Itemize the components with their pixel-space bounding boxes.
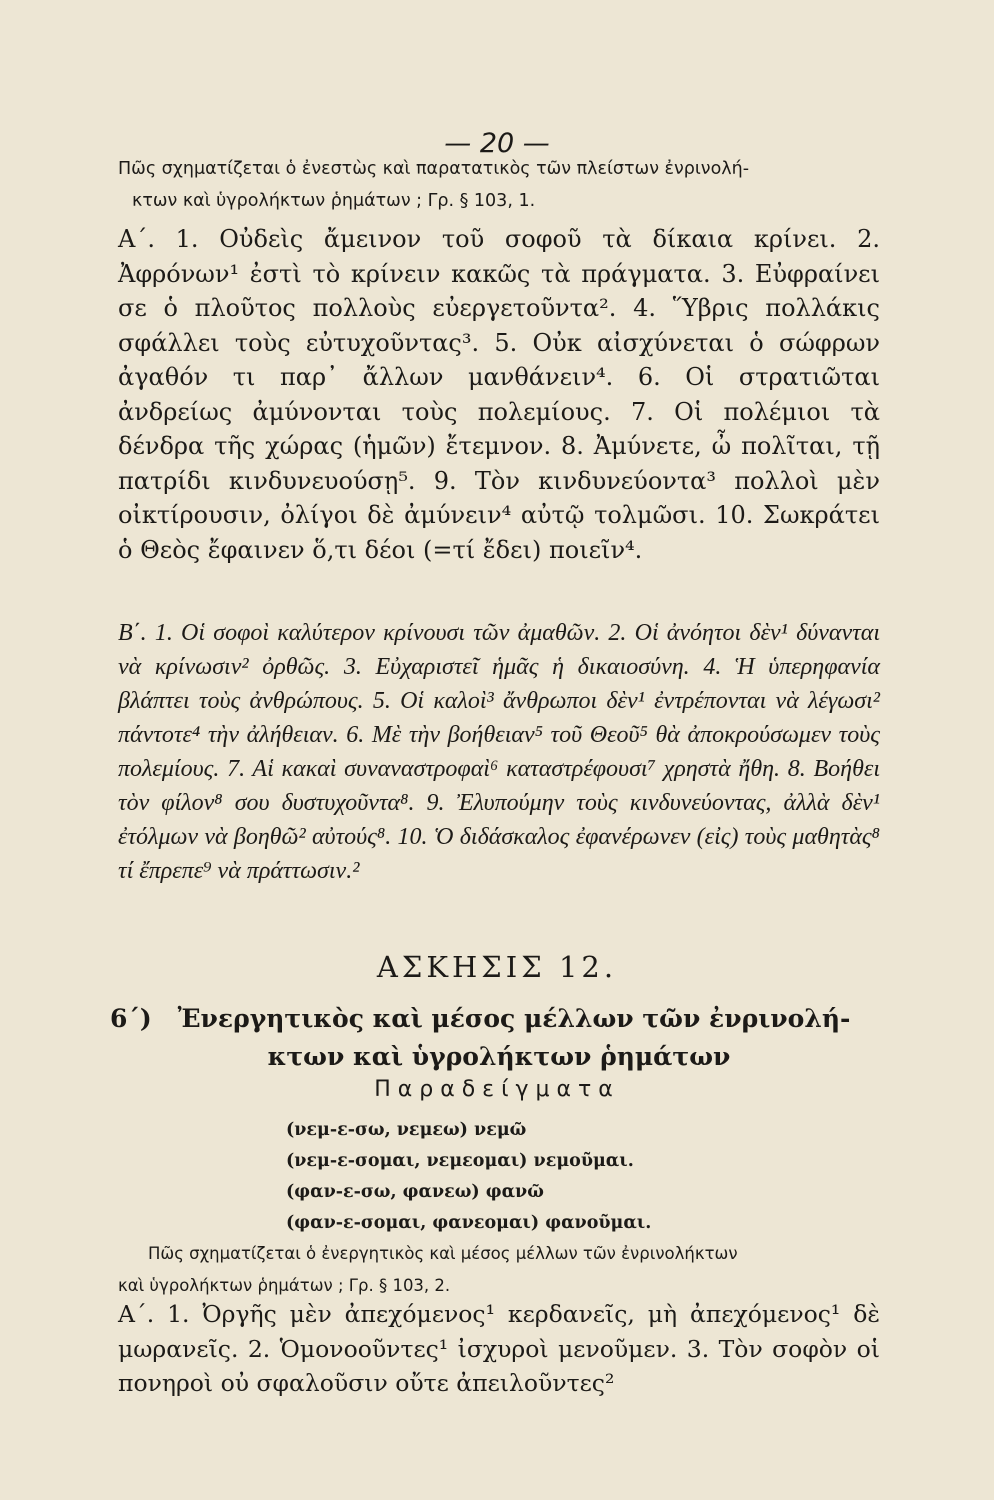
question-2 — [118, 1238, 880, 1302]
paradigm-item: (φαν-ε-σομαι, φανεομαι) φανοῦμαι. — [286, 1213, 652, 1233]
question-1 — [118, 153, 880, 217]
paradigms-list — [286, 1115, 651, 1239]
question-1-line-1: Πῶς σχηματίζεται ὁ ἐνεστὼς καὶ παρατατικὸς τῶν πλείστων ἐνρινολή- — [118, 159, 750, 179]
paradigm-item: (φαν-ε-σω, φανεω) φανῶ — [286, 1182, 544, 1202]
exercise-a-text: Α΄. 1. Οὐδεὶς ἄμεινον τοῦ σοφοῦ τὰ δίκαια κρίνει. 2. Ἀφρόνων¹ ἐστὶ τὸ κρίνειν κακῶς τὰ πράγματα. 3. Εὐφραίνει σε ὁ πλοῦτος πολλοὺς εὐεργετοῦντα². 4. Ὕβρις πολλάκις σφάλλει τοὺς εὐτυχοῦντας³. 5. Οὐκ αἰσχύνεται ὁ σώφρων ἀγαθόν τι παρ᾿ ἄλλων μανθάνειν⁴. 6. Οἱ στρατιῶται ἀνδρείως ἀμύνονται τοὺς πολεμίους. 7. Οἱ πολέμιοι τὰ δένδρα τῆς χώρας (ἡμῶν) ἔτεμνον. 8. Ἀμύνετε, ὦ πολῖται, τῇ πατρίδι κινδυνευούσῃ⁵. 9. Τὸν κινδυνεύοντα³ πολλοὶ μὲν οἰκτίρουσιν, ὀλίγοι δὲ ἀμύνειν⁴ αὐτῷ τολμῶσι. 10. Σωκράτει ὁ Θεὸς ἔφαινεν ὅ,τι δέοι (=τί ἔδει) ποιεῖν⁴. — [118, 225, 880, 564]
subheading-line-1: Ἐνεργητικὸς καὶ μέσος μέλλων τῶν ἐνρινολή- — [177, 1004, 851, 1033]
paradigms-label: Παραδείγματα — [374, 1077, 620, 1102]
question-2-line-1: Πῶς σχηματίζεται ὁ ἐνεργητικὸς καὶ μέσος μέλλων τῶν ἐνρινολήκτων — [148, 1244, 738, 1263]
subheading-line-2: κτων καὶ ὑγρολήκτων ῥημάτων — [267, 1042, 731, 1071]
section-subheading — [110, 1000, 880, 1076]
question-2-line-2: καὶ ὑγρολήκτων ῥημάτων ; Γρ. § 103, 2. — [118, 1276, 451, 1295]
paradigm-item: (νεμ-ε-σω, νεμεω) νεμῶ — [286, 1120, 527, 1140]
question-1-line-2: κτων καὶ ὑγρολήκτων ῥημάτων ; Γρ. § 103, 1. — [132, 191, 536, 211]
exercise-b-text: Β΄. 1. Οἱ σοφοὶ καλύτερον κρίνουσι τῶν ἀμαθῶν. 2. Οἱ ἀνόητοι δὲν¹ δύνανται νὰ κρίνωσιν² ὀρθῶς. 3. Εὐχαριστεῖ ἡμᾶς ἡ δικαιοσύνη. 4. Ἡ ὑπερηφανία βλάπτει τοὺς ἀνθρώπους. 5. Οἱ καλοὶ³ ἄνθρωποι δὲν¹ ἐντρέπονται νὰ λέγωσι² πάντοτε⁴ τὴν ἀλήθειαν. 6. Μὲ τὴν βοήθειαν⁵ τοῦ Θεοῦ⁵ θὰ ἀποκρούσωμεν τοὺς πολεμίους. 7. Αἱ κακαὶ συναναστροφαὶ⁶ καταστρέφουσι⁷ χρηστὰ ἤθη. 8. Βοήθει τὸν φίλον⁸ σου δυστυχοῦντα⁸. 9. Ἐλυπούμην τοὺς κινδυνεύοντας, ἀλλὰ δὲν¹ ἐτόλμων νὰ βοηθῶ² αὐτούς⁸. 10. Ὁ διδάσκαλος ἐφανέρωνεν (εἰς) τοὺς μαθητὰς⁸ τί ἔπρεπε⁹ νὰ πράττωσιν.² — [118, 620, 880, 884]
exercise-a2-text: Α΄. 1. Ὀργῆς μὲν ἀπεχόμενος¹ κερδανεῖς, μὴ ἀπεχόμενος¹ δὲ μωρανεῖς. 2. Ὁμονοοῦντες¹ ἰσχυροὶ μενοῦμεν. 3. Τὸν σοφὸν οἱ πονηροὶ οὐ σφαλοῦσιν οὔτε ἀπειλοῦντες² — [118, 1300, 880, 1397]
exercise-heading: ΑΣΚΗΣΙΣ 12. — [376, 950, 618, 984]
section-number: 6΄) — [110, 1004, 152, 1033]
page-number: — 20 — — [444, 128, 550, 159]
paradigm-item: (νεμ-ε-σομαι, νεμεομαι) νεμοῦμαι. — [286, 1151, 634, 1171]
